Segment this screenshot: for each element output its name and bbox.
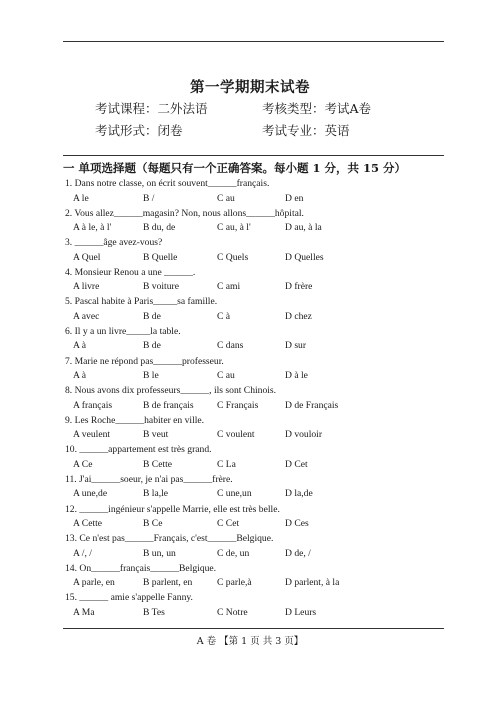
question-options: [65, 576, 450, 591]
question-item: [65, 236, 450, 266]
option-b: B parlent, en: [143, 577, 193, 589]
question-item: [65, 355, 450, 385]
question-stem: 9. Les Roche______habiter en ville.: [65, 414, 205, 426]
option-a: A livre: [73, 281, 100, 293]
option-c: C parle,à: [217, 577, 252, 589]
option-b: B /: [143, 192, 155, 204]
option-c: C ami: [217, 281, 241, 293]
question-item: [65, 177, 450, 207]
question-options: [65, 487, 450, 502]
page-title: 第一学期期末试卷: [190, 79, 310, 96]
question-stem: 12. ______ingénieur s'appelle Marrie, elle est très belle.: [65, 503, 280, 515]
option-b: B veut: [143, 429, 169, 441]
question-item: [65, 384, 450, 414]
question-options: [65, 280, 450, 295]
question-item: [65, 591, 450, 621]
exam-major: 考试专业：英语: [262, 123, 350, 138]
question-item: [65, 414, 450, 444]
question-item: [65, 325, 450, 355]
option-a: A veulent: [73, 429, 111, 441]
option-d: D en: [285, 192, 304, 204]
option-c: C à: [217, 310, 231, 322]
option-a: A à: [73, 340, 87, 352]
question-item: [65, 532, 450, 562]
option-c: C Notre: [217, 606, 248, 618]
option-d: D Quelles: [285, 251, 324, 263]
exam-type: 考核类型：考试A卷: [262, 101, 372, 116]
option-b: B le: [143, 370, 159, 382]
question-stem: 1. Dans notre classe, on écrit souvent______français.: [65, 178, 270, 189]
option-d: D sur: [285, 340, 307, 352]
question-options: [65, 192, 450, 207]
question-options: [65, 251, 450, 266]
option-a: A avec: [73, 310, 100, 322]
question-item: [65, 473, 450, 503]
question-options: [65, 458, 450, 473]
option-b: B la,le: [143, 488, 169, 500]
question-stem: 2. Vous allez______magasin? Non, nous allons______hôpital.: [65, 207, 304, 219]
option-d: D à le: [285, 370, 308, 382]
option-a: A Ce: [73, 458, 93, 470]
option-a: A à: [73, 370, 87, 382]
option-b: B voiture: [143, 281, 179, 293]
option-d: D frère: [285, 281, 313, 293]
question-stem: 15. ______ amie s'appelle Fanny.: [65, 592, 193, 604]
option-a: A Ma: [73, 606, 95, 618]
option-b: B de français: [143, 399, 194, 411]
section-rule: [63, 155, 444, 156]
top-rule: [63, 41, 444, 42]
question-item: [65, 266, 450, 296]
question-stem: 4. Monsieur Renou a une ______.: [65, 266, 196, 278]
option-c: C Quels: [217, 251, 249, 263]
question-stem: 11. J'ai______soeur, je n'ai pas______frère.: [65, 473, 233, 485]
option-c: C une,un: [217, 488, 252, 500]
question-options: [65, 221, 450, 236]
question-stem: 13. Ce n'est pas______Français, c'est______Belgique.: [65, 533, 274, 545]
option-a: A Cette: [73, 518, 103, 530]
question-stem: 7. Marie ne répond pas______professeur.: [65, 355, 224, 367]
exam-form: 考试形式：闭卷: [95, 123, 183, 138]
question-item: [65, 295, 450, 325]
option-b: B Cette: [143, 458, 173, 470]
option-d: D vouloir: [285, 429, 323, 441]
option-c: C dans: [217, 340, 244, 352]
option-a: A français: [73, 399, 113, 411]
page-footer: A 卷 【第 1 页 共 3 页】: [196, 636, 304, 647]
option-a: A Quel: [73, 251, 101, 263]
option-c: C au: [217, 192, 235, 204]
option-c: C La: [217, 458, 236, 470]
option-d: D chez: [285, 310, 312, 322]
question-options: [65, 369, 450, 384]
question-stem: 6. Il y a un livre_____la table.: [65, 325, 181, 337]
question-stem: 3. ______âge avez-vous?: [65, 237, 163, 249]
footer-rule: [63, 628, 444, 629]
option-b: B de: [143, 340, 161, 352]
option-b: B un, un: [143, 547, 176, 559]
option-d: D de, /: [285, 547, 311, 559]
option-a: A le: [73, 192, 89, 204]
option-a: A à le, à l': [73, 222, 112, 234]
option-b: B Quelle: [143, 251, 178, 263]
question-item: [65, 443, 450, 473]
question-stem: 10. ______appartement est très grand.: [65, 444, 212, 456]
option-c: C Cet: [217, 518, 240, 530]
option-d: D la,de: [285, 488, 313, 500]
option-a: A parle, en: [73, 577, 115, 589]
option-a: A /, /: [73, 547, 92, 559]
question-item: [65, 562, 450, 592]
question-options: [65, 310, 450, 325]
question-options: [65, 428, 450, 443]
option-b: B de: [143, 310, 161, 322]
option-b: B du, de: [143, 222, 176, 234]
question-stem: 8. Nous avons dix professeurs______, ils sont Chinois.: [65, 385, 277, 397]
question-options: [65, 517, 450, 532]
question-options: [65, 606, 450, 621]
option-d: D Ces: [285, 518, 309, 530]
option-d: D Cet: [285, 458, 308, 470]
question-list: [65, 177, 450, 621]
option-d: D de Français: [285, 399, 339, 411]
option-b: B Tes: [143, 606, 165, 618]
question-item: [65, 503, 450, 533]
option-b: B Ce: [143, 518, 163, 530]
option-c: C voulent: [217, 429, 255, 441]
section-title: 一 单项选择题（每题只有一个正确答案。每小题 1 分，共 15 分）: [63, 161, 407, 175]
exam-course: 考试课程：二外法语: [95, 101, 208, 116]
question-options: [65, 339, 450, 354]
option-c: C de, un: [217, 547, 250, 559]
option-c: C au: [217, 370, 235, 382]
option-c: C Français: [217, 399, 259, 411]
question-item: [65, 207, 450, 237]
question-options: [65, 399, 450, 414]
question-stem: 14. On______français______Belgique.: [65, 562, 217, 574]
option-a: A une,de: [73, 488, 108, 500]
question-options: [65, 547, 450, 562]
option-d: D parlent, à la: [285, 577, 340, 589]
option-c: C au, à l': [217, 222, 251, 234]
question-stem: 5. Pascal habite à Paris_____sa famille.: [65, 296, 218, 308]
option-d: D Leurs: [285, 606, 317, 618]
option-d: D au, à la: [285, 222, 322, 234]
